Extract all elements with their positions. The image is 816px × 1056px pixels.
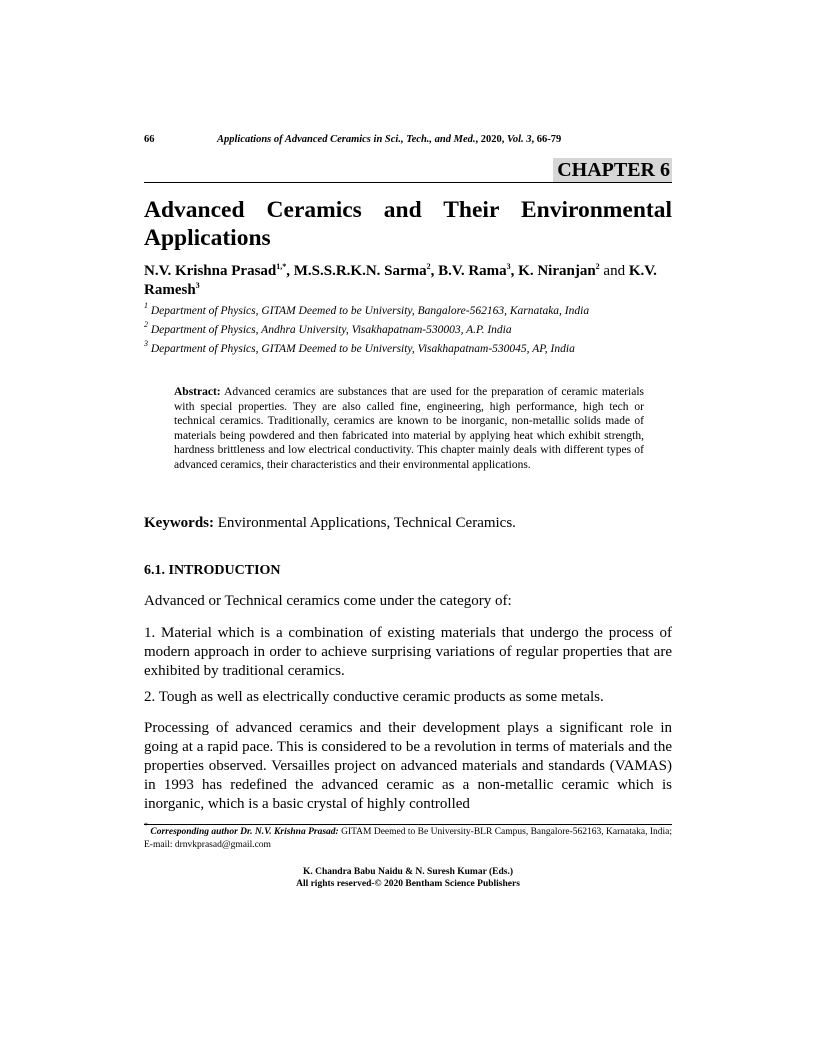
affiliation-text: Department of Physics, Andhra University, Visakhapatnam-530003, A.P. India: [148, 324, 512, 336]
affiliation-list: [144, 302, 672, 359]
keywords-label: Keywords:: [144, 515, 214, 531]
footnote-text: GITAM Deemed to Be University-BLR Campus, Bangalore-562163, Karnataka, India; E-mail: drnvkprasad@gmail.com: [144, 827, 672, 850]
corresponding-author-label: Corresponding author Dr. N.V. Krishna Prasad:: [148, 827, 339, 837]
intro-paragraph: Advanced or Technical ceramics come under the category of:: [144, 593, 512, 609]
chapter-header: [144, 158, 672, 183]
author-affiliation-mark: 2: [426, 262, 431, 271]
footnote-mark: *: [144, 821, 148, 830]
author-separator: and: [599, 263, 629, 279]
footnote-divider: [144, 824, 672, 825]
section-heading: 6.1. INTRODUCTION: [144, 563, 281, 578]
author: N.V. Krishna Prasad: [144, 263, 277, 279]
abstract: [174, 385, 644, 472]
affiliation-number: 2: [144, 320, 148, 329]
author: K. Niranjan: [518, 263, 596, 279]
keywords-text: Environmental Applications, Technical Ceramics.: [214, 515, 516, 531]
affiliation-number: 3: [144, 339, 148, 348]
journal-title: Applications of Advanced Ceramics in Sci., Tech., and Med.: [217, 134, 476, 145]
author-affiliation-mark: 1,*: [276, 262, 287, 271]
running-head: [144, 134, 672, 150]
author-list: [144, 262, 672, 300]
abstract-label: Abstract:: [174, 386, 221, 398]
journal-volume: Vol. 3: [507, 134, 532, 145]
author: K.V. Ramesh: [144, 263, 657, 298]
affiliation-text: Department of Physics, GITAM Deemed to be University, Bangalore-562163, Karnataka, India: [148, 305, 590, 317]
author: B.V. Rama: [438, 263, 507, 279]
affiliation-number: 1: [144, 301, 148, 310]
list-item-1: 1. Material which is a combination of existing materials that undergo the process of modern approach in order to achieve surprising variations of regular properties that are exhibited by traditional ceramics.: [144, 625, 672, 679]
publisher-info: [144, 866, 672, 890]
affiliation-text: Department of Physics, GITAM Deemed to be University, Visakhapatnam-530045, AP, India: [148, 343, 575, 355]
journal-citation: [217, 134, 561, 145]
author-separator: ,: [430, 263, 439, 279]
editors-line: K. Chandra Babu Naidu & N. Suresh Kumar (Eds.): [302, 867, 514, 877]
author-separator: ,: [510, 263, 519, 279]
footnote: [144, 821, 672, 851]
author-affiliation-mark: 3: [506, 262, 511, 271]
journal-year: , 2020,: [475, 134, 508, 145]
affiliation: [144, 321, 672, 340]
rights-line: All rights reserved-© 2020 Bentham Science Publishers: [296, 879, 520, 889]
keywords: [144, 514, 672, 533]
author-separator: ,: [286, 263, 294, 279]
affiliation: [144, 340, 672, 359]
paper-title: Advanced Ceramics and Their Environmental Applications: [144, 197, 672, 251]
author: M.S.S.R.K.N. Sarma: [293, 263, 427, 279]
author-affiliation-mark: 2: [595, 262, 600, 271]
affiliation: [144, 302, 672, 321]
body-paragraph: Processing of advanced ceramics and their development plays a significant role in going at a rapid pace. This is considered to be a revolution in terms of materials and the properties observed. Versailles project on advanced materials and standards (VAMAS) in 1993 has redefined the advanced ceramic as a non-metallic ceramic which is inorganic, which is a basic crystal of highly controlled: [144, 720, 672, 812]
author-affiliation-mark: 3: [195, 281, 200, 290]
journal-pages: , 66-79: [531, 134, 562, 145]
list-item-2: 2. Tough as well as electrically conductive ceramic products as some metals.: [144, 689, 604, 705]
abstract-text: Advanced ceramics are substances that are used for the preparation of ceramic materials with special properties. They are also called fine, engineering, high performance, high tech or technical ceramics. Traditionally, ceramics are known to be inorganic, non-metallic solids made of materials being powdered and then fabricated into material by applying heat which exhibit strength, hardness brittleness and low electrical conductivity. This chapter mainly deals with different types of advanced ceramics, their characteristics and their environmental applications.: [174, 386, 644, 471]
page-number: 66: [144, 134, 155, 145]
chapter-label: CHAPTER 6: [553, 158, 672, 182]
